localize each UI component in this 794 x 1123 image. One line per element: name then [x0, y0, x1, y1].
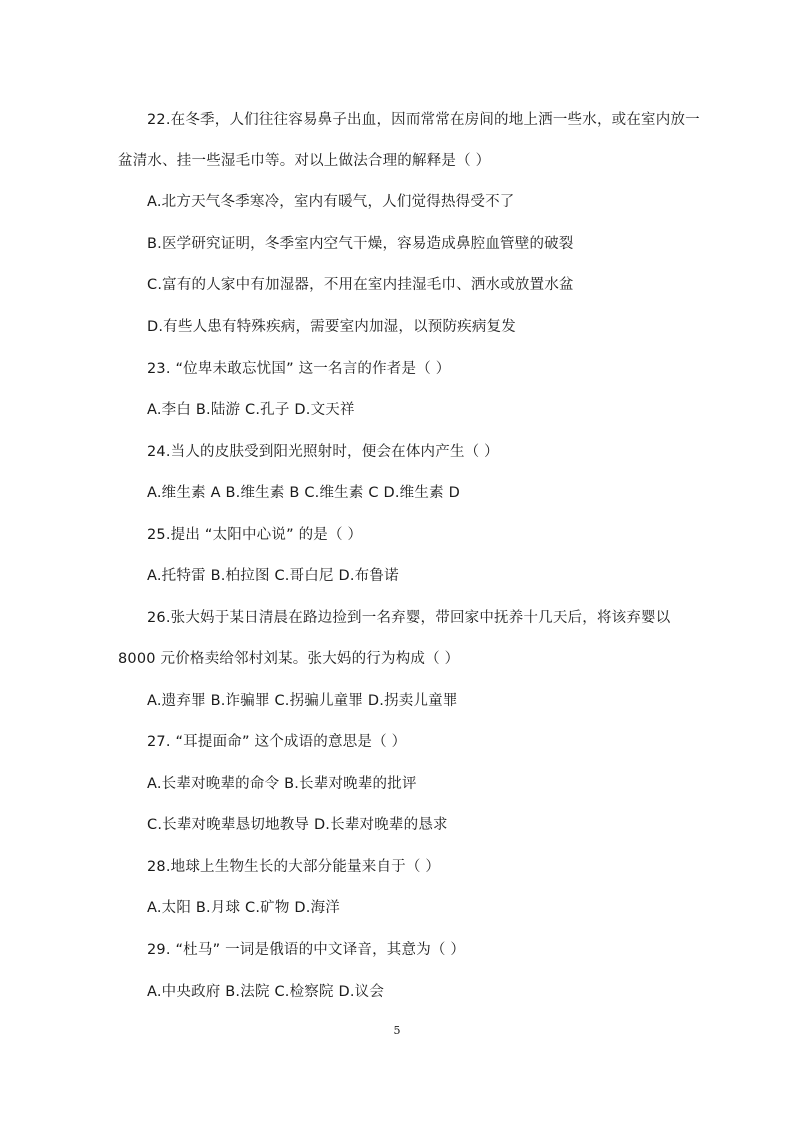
- question-27-options-line-2: C.长辈对晚辈恳切地教导 D.长辈对晚辈的恳求: [147, 817, 448, 833]
- page-number: 5: [393, 1024, 401, 1037]
- question-26-stem-line-2: 8000 元价格卖给邻村刘某。张大妈的行为构成（ ）: [118, 651, 460, 667]
- question-24-options: A.维生素 A B.维生素 B C.维生素 C D.维生素 D: [147, 485, 460, 501]
- question-26-stem-line-1: 26.张大妈于某日清晨在路边捡到一名弃婴，带回家中抚养十几天后，将该弃婴以: [147, 610, 671, 626]
- question-22-stem-line-2: 盆清水、挂一些湿毛巾等。对以上做法合理的解释是（ ）: [118, 153, 491, 169]
- question-23-options: A.李白 B.陆游 C.孔子 D.文天祥: [147, 402, 355, 418]
- question-22-option-d: D.有些人患有特殊疾病，需要室内加湿，以预防疾病复发: [147, 319, 516, 335]
- question-28-stem: 28.地球上生物生长的大部分能量来自于（ ）: [147, 859, 441, 875]
- question-22-option-a: A.北方天气冬季寒冷，室内有暖气，人们觉得热得受不了: [147, 194, 515, 210]
- question-22-option-b: B.医学研究证明，冬季室内空气干燥，容易造成鼻腔血管壁的破裂: [147, 236, 574, 252]
- question-27-options-line-1: A.长辈对晚辈的命令 B.长辈对晚辈的批评: [147, 776, 417, 792]
- question-29-stem: 29. “杜马” 一词是俄语的中文译音，其意为（ ）: [147, 942, 466, 958]
- question-25-options: A.托特雷 B.柏拉图 C.哥白尼 D.布鲁诺: [147, 568, 399, 584]
- question-27-stem: 27. “耳提面命” 这个成语的意思是（ ）: [147, 734, 407, 750]
- question-22-stem-line-1: 22.在冬季，人们往往容易鼻子出血，因而常常在房间的地上洒一些水，或在室内放一: [147, 112, 700, 128]
- question-25-stem: 25.提出 “太阳中心说” 的是（ ）: [147, 527, 363, 543]
- question-29-options: A.中央政府 B.法院 C.检察院 D.议会: [147, 984, 385, 1000]
- question-22-option-c: C.富有的人家中有加湿器，不用在室内挂湿毛巾、洒水或放置水盆: [147, 277, 574, 293]
- question-24-stem: 24.当人的皮肤受到阳光照射时，便会在体内产生（ ）: [147, 444, 499, 460]
- question-26-options: A.遗弃罪 B.诈骗罪 C.拐骗儿童罪 D.拐卖儿童罪: [147, 693, 458, 709]
- question-23-stem: 23. “位卑未敢忘忧国” 这一名言的作者是（ ）: [147, 361, 451, 377]
- question-28-options: A.太阳 B.月球 C.矿物 D.海洋: [147, 900, 340, 916]
